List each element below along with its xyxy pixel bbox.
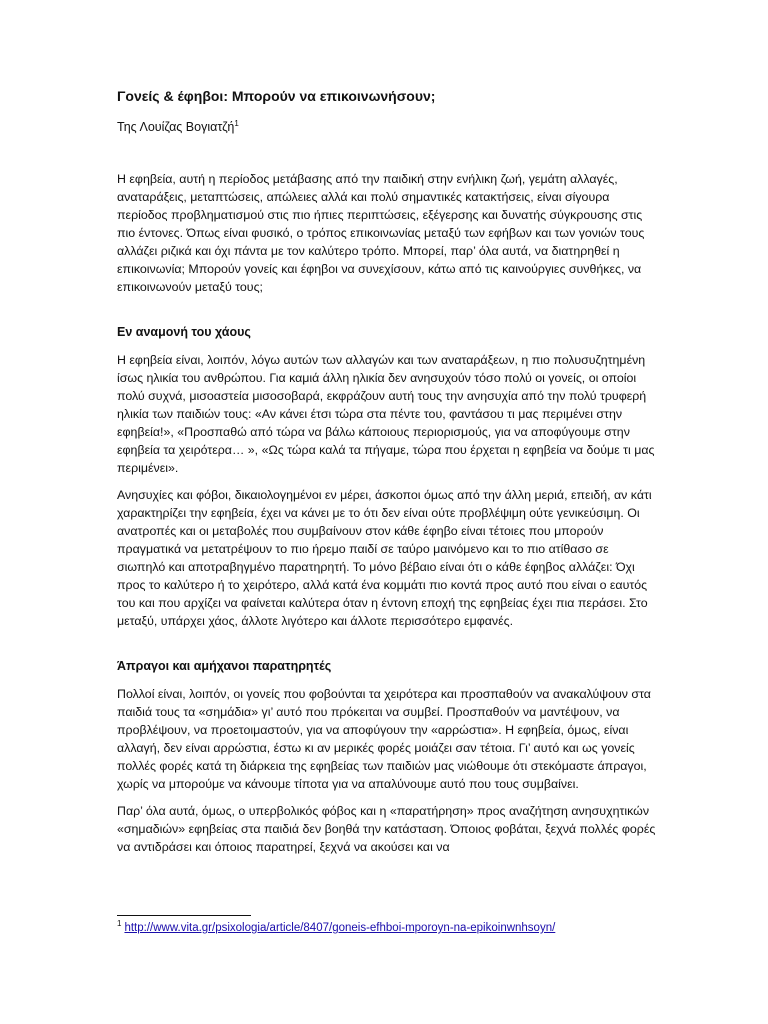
section-heading-2: Άπραγοι και αμήχανοι παρατηρητές <box>117 659 332 673</box>
author-name: Της Λουίζας Βογιατζή <box>117 120 235 134</box>
footnote-separator <box>117 915 251 916</box>
footnote-number: 1 <box>117 919 122 929</box>
section1-paragraph-1: Η εφηβεία είναι, λοιπόν, λόγω αυτών των αλλαγών και των αναταράξεων, η πιο πολυσυζητημένη ίσως ηλικία του ανθρώπου. Για καμιά άλλη ηλικία δεν ανησυχούν τόσο πολύ οι γονείς, οι οποίοι πολύ συχνά, μισοαστεία μισοσοβαρά, εκφράζουν αυτή τους την ανησυχία από την πολύ τρυφερή ηλικία των παιδιών τους: «Αν κάνει έτσι τώρα στα πέντε του, φαντάσου τι μας περιμένει στην εφηβεία!», «Προσπαθώ από τώρα να βάλω κάποιους περιορισμούς, για να αποφύγουμε στην εφηβεία τα χειρότερα… », «Ως τώρα καλά τα πήγαμε, τώρα που έρχεται η εφηβεία να δούμε τι μας περιμένει». <box>117 353 655 475</box>
document-body <box>117 86 657 865</box>
footnote-link[interactable]: http://www.vita.gr/psixologia/article/8407/goneis-efhboi-mporoyn-na-epikoinwnhsoyn/ <box>124 922 556 934</box>
author-line <box>117 118 657 136</box>
author-footnote-ref: 1 <box>234 118 239 128</box>
section1-paragraph-2: Ανησυχίες και φόβοι, δικαιολογημένοι εν μέρει, άσκοποι όμως από την άλλη μεριά, επειδή, αν κάτι χαρακτηρίζει την εφηβεία, έχει να κάνει με το ότι δεν είναι ούτε προβλέψιμη ούτε γενικεύσιμη. Οι ανατροπές και οι μεταβολές που συμβαίνουν στον κάθε έφηβο είναι τέτοιες που μπορούν πραγματικά να μετατρέψουν το πιο ήρεμο παιδί σε ταύρο μαινόμενο και το πιο ατίθασο σε σιωπηλό και αποτραβηγμένο παρατηρητή. Το μόνο βέβαιο είναι ότι ο κάθε έφηβος αλλάζει: Όχι προς το καλύτερο ή το χειρότερο, αλλά κατά ένα κομμάτι πιο κοντά προς αυτό που είναι ο εαυτός του και που αρχίζει να φαίνεται καλύτερα όταν η έντονη εποχή της εφηβείας έχει πια περάσει. Στο μεταξύ, υπάρχει χάος, άλλοτε λιγότερο και άλλοτε περισσότερο εμφανές. <box>117 488 652 628</box>
section-heading-1: Εν αναμονή του χάους <box>117 325 251 339</box>
section2-paragraph-1: Πολλοί είναι, λοιπόν, οι γονείς που φοβούνται τα χειρότερα και προσπαθούν να ανακαλύψουν στα παιδιά τους τα «σημάδια» γι’ αυτό που πρόκειται να συμβεί. Προσπαθούν να μαντέψουν, να προβλέψουν, να προετοιμαστούν, για να αποφύγουν την «αρρώστια». Η εφηβεία, όμως, είναι αλλαγή, δεν είναι αρρώστια, έστω κι αν μερικές φορές μοιάζει σαν τέτοια. Γι’ αυτό και ως γονείς πολλές φορές κατά τη διάρκεια της εφηβείας των παιδιών μας νιώθουμε ότι στεκόμαστε άπραγοι, χωρίς να μπορούμε να κάνουμε τίποτα για να απαλύνουμε αυτό που τους συμβαίνει. <box>117 687 651 791</box>
footnote <box>117 920 555 936</box>
document-title: Γονείς & έφηβοι: Μπορούν να επικοινωνήσουν; <box>117 88 436 104</box>
intro-paragraph: Η εφηβεία, αυτή η περίοδος μετάβασης από την παιδική στην ενήλικη ζωή, γεμάτη αλλαγές, αναταράξεις, μεταπτώσεις, απώλειες αλλά και πολύ σημαντικές κατακτήσεις, είναι σίγουρα περίοδος προβληματισμού στις πιο ήπιες περιπτώσεις, εξέγερσης και δυνατής σύγκρουσης στις πιο έντονες. Όπως είναι φυσικό, ο τρόπος επικοινωνίας μεταξύ των εφήβων και των γονιών τους αλλάζει ριζικά και όχι πάντα με τον καλύτερο τρόπο. Μπορεί, παρ’ όλα αυτά, να διατηρηθεί η επικοινωνία; Μπορούν γονείς και έφηβοι να συνεχίσουν, κάτω από τις καινούργιες συνθήκες, να επικοινωνούν μεταξύ τους; <box>117 172 645 294</box>
section2-paragraph-2: Παρ’ όλα αυτά, όμως, ο υπερβολικός φόβος και η «παρατήρηση» προς αναζήτηση ανησυχητικών «σημαδιών» εφηβείας στα παιδιά δεν βοηθά την κατάσταση. Όποιος φοβάται, ξεχνά πολλές φορές να αντιδράσει και όποιος παρατηρεί, ξεχνά να ακούσει και να <box>117 804 656 854</box>
